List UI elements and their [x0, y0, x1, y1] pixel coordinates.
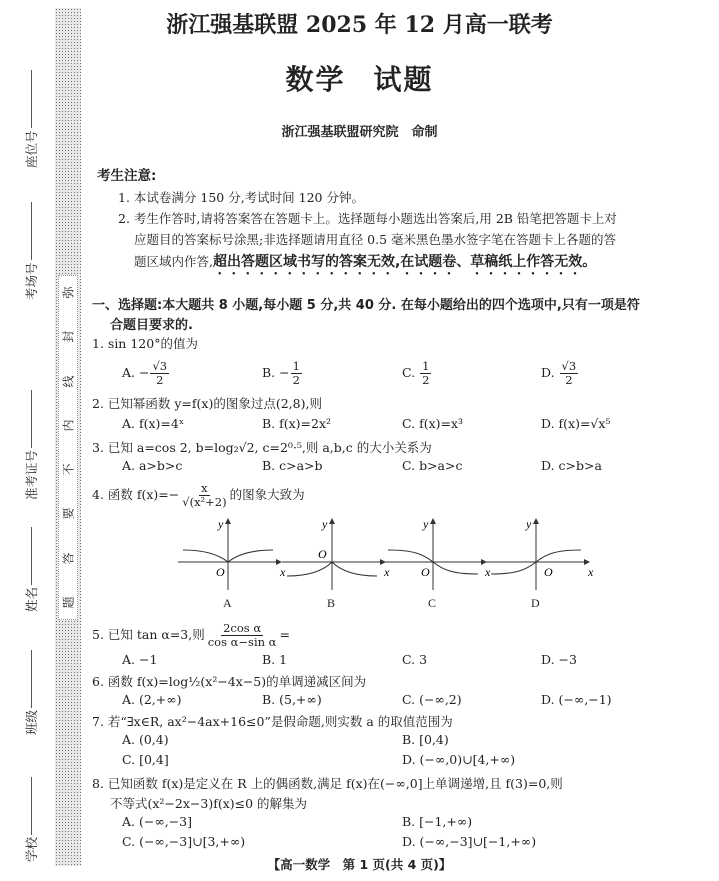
- fraction: [420, 360, 431, 387]
- notice-text: 题区域内作答,: [134, 254, 213, 269]
- field-label: 学校: [24, 836, 39, 862]
- stem-text: 的图象大致为: [229, 487, 305, 502]
- y-axis-arrow-icon: [533, 518, 539, 524]
- q6-option-a[interactable]: A. (2,+∞): [122, 692, 182, 707]
- notice-item-1: 1. 本试卷满分 150 分,考试时间 120 分钟。: [118, 190, 364, 205]
- seal-char: 内: [61, 419, 76, 432]
- blank-line: [31, 650, 32, 708]
- q7-option-b[interactable]: B. [0,4): [402, 732, 449, 747]
- graph-option-b[interactable]: [282, 518, 392, 613]
- numerator: √3: [561, 359, 577, 373]
- blank-line: [31, 390, 32, 448]
- denominator: 2: [156, 373, 164, 387]
- numerator: 1: [292, 359, 300, 373]
- x-axis-label: x: [485, 565, 491, 579]
- option-label: A. −: [122, 365, 150, 380]
- notice-item-2-cont2: [134, 251, 596, 278]
- q3-option-a[interactable]: A. a>b>c: [122, 458, 183, 473]
- q8-stem: 8. 已知函数 f(x)是定义在 R 上的偶函数,满足 f(x)在(−∞,0]上单调递增,且 f(3)=0,则: [92, 776, 563, 791]
- seal-char: 要: [61, 507, 76, 520]
- seal-char: 答: [61, 552, 76, 565]
- graph-option-c[interactable]: [383, 518, 493, 613]
- blank-line: [31, 527, 32, 585]
- seal-line-notice: [58, 275, 78, 620]
- stem-text: 5. 已知 tan α=3,则: [92, 627, 205, 642]
- q8-option-c[interactable]: C. (−∞,−3]∪[3,+∞): [122, 834, 246, 849]
- seal-char: 封: [61, 330, 76, 343]
- stem-text: 4. 函数 f(x)=−: [92, 487, 180, 502]
- q8-option-d[interactable]: D. (−∞,−3]∪[−1,+∞): [402, 834, 537, 849]
- q3-option-c[interactable]: C. b>a>c: [402, 458, 463, 473]
- q8-option-a[interactable]: A. (−∞,−3]: [122, 814, 193, 829]
- q7-option-c[interactable]: C. [0,4]: [122, 752, 169, 767]
- y-axis-arrow-icon: [225, 518, 231, 524]
- notice-emphasis: 超出答题区域书写的答案无效,在试题卷、草稿纸上作答无效。: [212, 254, 597, 270]
- origin-label: O: [318, 547, 327, 561]
- fraction: [206, 622, 279, 649]
- stem-text: =: [279, 627, 290, 642]
- blank-line: [31, 202, 32, 260]
- seal-char: 弥: [61, 286, 76, 299]
- q3-option-b[interactable]: B. c>a>b: [262, 458, 323, 473]
- field-exam-id[interactable]: [22, 390, 40, 500]
- origin-label: O: [216, 565, 225, 579]
- field-class[interactable]: [22, 650, 40, 735]
- y-axis-arrow-icon: [430, 518, 436, 524]
- q1-stem: 1. sin 120°的值为: [92, 336, 198, 351]
- q5-stem: [92, 622, 290, 649]
- origin-label: O: [544, 565, 553, 579]
- numerator: 1: [422, 359, 430, 373]
- exam-title: 浙江强基联盟 2025 年 12 月高一联考: [166, 12, 553, 38]
- q5-option-b[interactable]: B. 1: [262, 652, 288, 667]
- option-label: D.: [541, 365, 559, 380]
- q5-option-c[interactable]: C. 3: [402, 652, 428, 667]
- option-label: C.: [402, 365, 420, 380]
- issuer: 浙江强基联盟研究院 命制: [281, 125, 438, 140]
- option-label: B. −: [262, 365, 290, 380]
- q2-option-d[interactable]: D. f(x)=√x⁵: [541, 416, 611, 431]
- denominator: 2: [292, 373, 300, 387]
- section-heading: 一、选择题:本大题共 8 小题,每小题 5 分,共 40 分. 在每小题给出的四个选项中,只有一项是符: [92, 298, 640, 313]
- denominator: √(x²+2): [182, 495, 227, 509]
- fraction: [150, 360, 169, 387]
- denominator: 2: [422, 373, 430, 387]
- q6-stem: 6. 函数 f(x)=log½(x²−4x−5)的单调递减区间为: [92, 674, 367, 689]
- q6-option-d[interactable]: D. (−∞,−1): [541, 692, 612, 707]
- graph-option-a[interactable]: [178, 518, 288, 613]
- y-axis-label: y: [423, 518, 429, 531]
- q1-option-c[interactable]: [402, 360, 432, 387]
- field-label: 座位号: [24, 130, 39, 168]
- notice-item-2-cont: 应题目的答案标号涂黑;非选择题请用直径 0.5 毫米黑色墨水签字笔在答题卡上各题的答: [134, 232, 617, 247]
- q1-option-b[interactable]: [262, 360, 303, 387]
- notice-heading: 考生注意:: [97, 168, 157, 184]
- fraction: [560, 360, 579, 387]
- q6-option-b[interactable]: B. (5,+∞): [262, 692, 322, 707]
- graph-label-d: D: [531, 596, 540, 610]
- q2-option-b[interactable]: B. f(x)=2x²: [262, 416, 332, 431]
- q5-option-d[interactable]: D. −3: [541, 652, 577, 667]
- q6-option-c[interactable]: C. (−∞,2): [402, 692, 462, 707]
- y-axis-arrow-icon: [329, 518, 335, 524]
- graph-label-b: B: [327, 596, 336, 610]
- paper-type: 试题: [373, 63, 434, 96]
- q4-stem: [92, 482, 305, 509]
- origin-label: O: [421, 565, 430, 579]
- notice-item-2: 2. 考生作答时,请将答案答在答题卡上。选择题每小题选出答案后,用 2B 铅笔把答题卡上对: [118, 211, 617, 226]
- section-heading-cont: 合题目要求的.: [110, 318, 193, 333]
- q7-stem: 7. 若“∃x∈R, ax²−4ax+16≤0”是假命题,则实数 a 的取值范围为: [92, 714, 453, 729]
- page-footer: 【高一数学 第 1 页(共 4 页)】: [267, 857, 452, 872]
- y-axis-label: y: [526, 518, 532, 531]
- field-school[interactable]: [22, 777, 40, 862]
- q2-option-c[interactable]: C. f(x)=x³: [402, 416, 464, 431]
- field-label: 班级: [24, 709, 39, 735]
- q5-option-a[interactable]: A. −1: [122, 652, 158, 667]
- blank-line: [31, 777, 32, 835]
- y-axis-label: y: [322, 518, 328, 531]
- field-room[interactable]: [22, 202, 40, 300]
- seal-char: 不: [61, 463, 76, 476]
- q8-stem-cont: 不等式(x²−2x−3)f(x)≤0 的解集为: [110, 796, 308, 811]
- x-axis-label: x: [280, 565, 286, 579]
- graph-label-c: C: [428, 596, 437, 610]
- x-axis-label: x: [384, 565, 390, 579]
- q8-option-b[interactable]: B. [−1,+∞): [402, 814, 473, 829]
- graph-label-a: A: [223, 596, 232, 610]
- q1-option-a[interactable]: [122, 360, 170, 387]
- x-axis-label: x: [588, 565, 594, 579]
- seal-char: 题: [61, 596, 76, 609]
- field-name[interactable]: [22, 527, 40, 612]
- q2-option-a[interactable]: A. f(x)=4ˣ: [122, 416, 185, 431]
- q7-option-a[interactable]: A. (0,4): [122, 732, 169, 747]
- fraction: [180, 482, 228, 509]
- graph-option-d[interactable]: [486, 518, 596, 613]
- q3-option-d[interactable]: D. c>b>a: [541, 458, 602, 473]
- field-label: 考场号: [24, 262, 39, 300]
- field-label: 姓名: [24, 586, 39, 612]
- fraction: [291, 360, 302, 387]
- subject-title: [0, 58, 719, 98]
- q7-option-d[interactable]: D. (−∞,0)∪[4,+∞): [402, 752, 516, 767]
- seal-char: 线: [61, 375, 76, 388]
- field-label: 准考证号: [24, 449, 39, 500]
- numerator: √3: [152, 359, 168, 373]
- numerator: x: [201, 481, 208, 495]
- q1-option-d[interactable]: [541, 360, 579, 387]
- subject: 数学: [285, 63, 346, 96]
- y-axis-label: y: [218, 518, 224, 531]
- denominator: cos α−sin α: [207, 635, 277, 649]
- denominator: 2: [565, 373, 573, 387]
- q2-stem: 2. 已知幂函数 y=f(x)的图象过点(2,8),则: [92, 396, 322, 411]
- numerator: 2cos α: [223, 621, 262, 635]
- q3-stem: 3. 已知 a=cos 2, b=log₂√2, c=2⁰·⁵,则 a,b,c 的大小关系为: [92, 440, 432, 455]
